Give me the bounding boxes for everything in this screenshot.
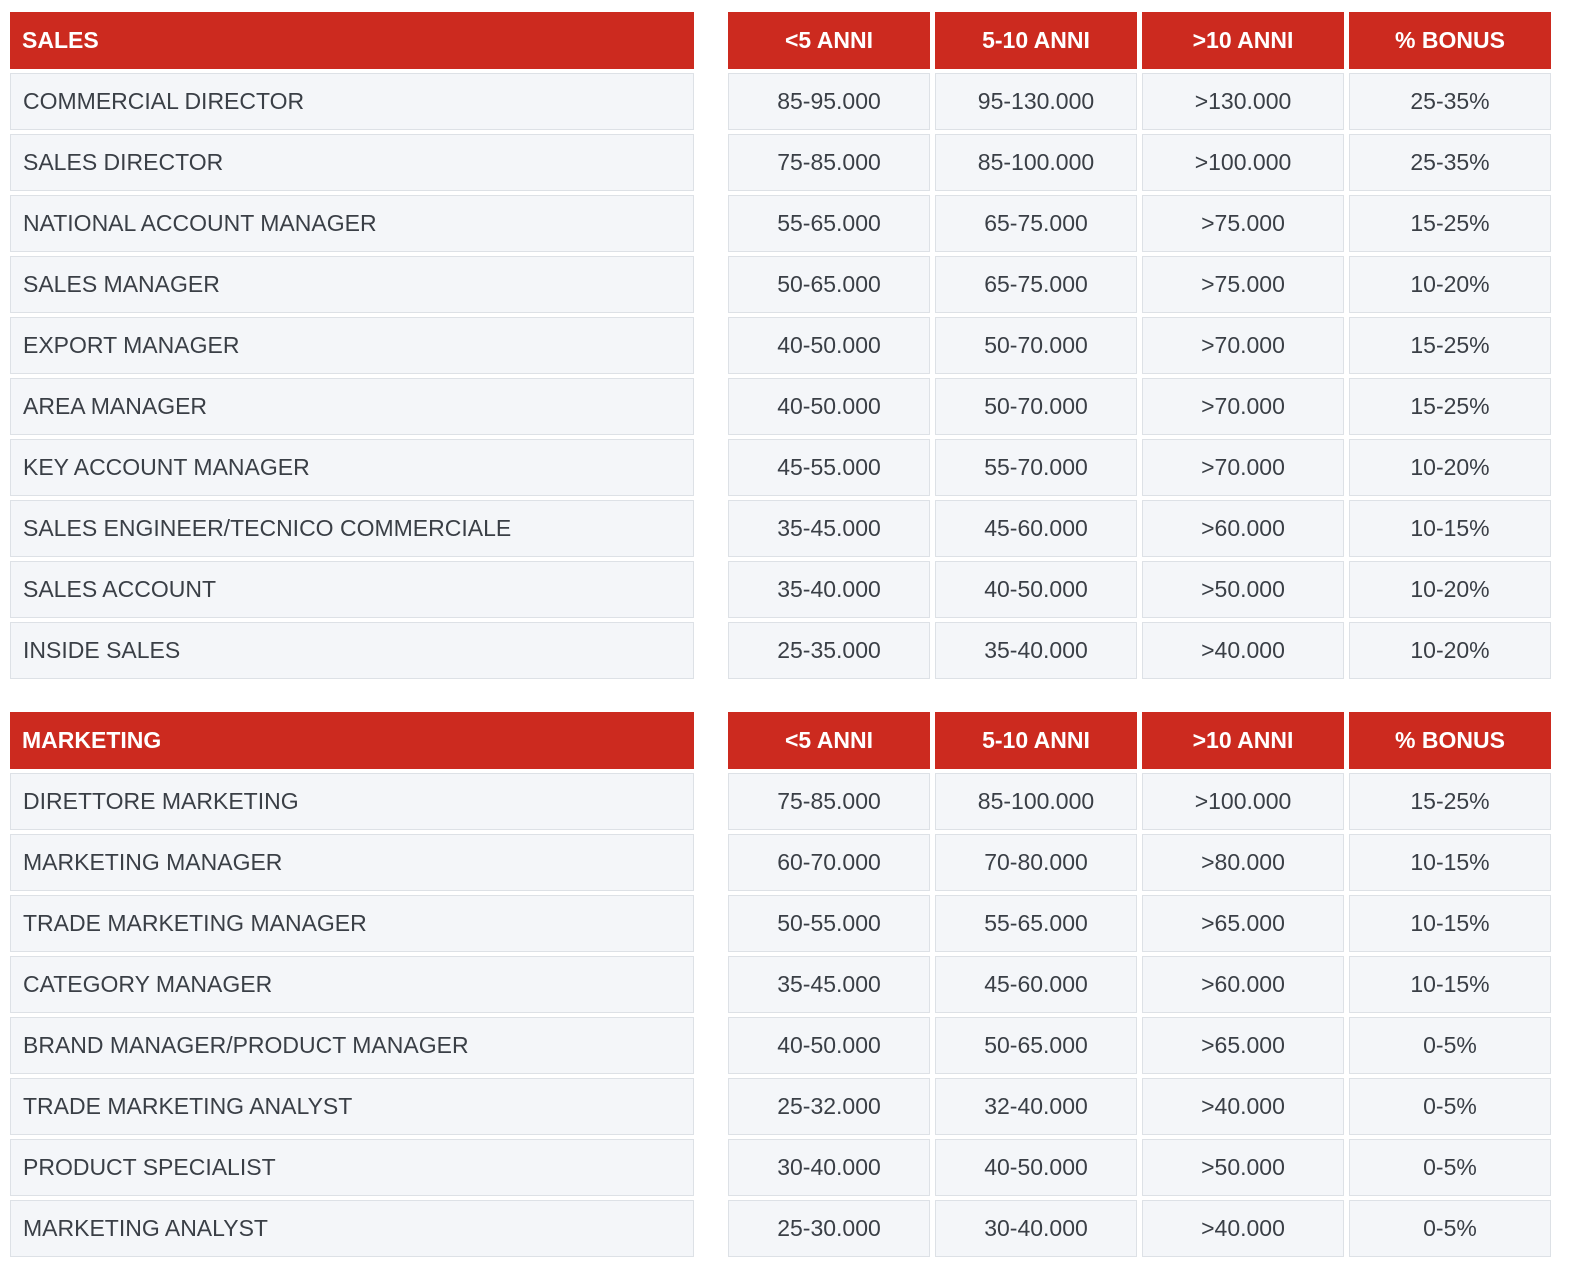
role-cell: COMMERCIAL DIRECTOR	[10, 73, 694, 130]
role-cell: SALES ACCOUNT	[10, 561, 694, 618]
marketing-header-bonus: % BONUS	[1349, 712, 1551, 769]
range-lt5-cell: 25-32.000	[728, 1078, 930, 1135]
range-5to10-cell: 85-100.000	[935, 134, 1137, 191]
range-gt10-cell: >75.000	[1142, 256, 1344, 313]
table-row	[10, 134, 1554, 191]
bonus-cell: 0-5%	[1349, 1078, 1551, 1135]
table-row	[10, 956, 1554, 1013]
bonus-cell: 25-35%	[1349, 134, 1551, 191]
range-lt5-cell: 40-50.000	[728, 1017, 930, 1074]
table-row	[10, 1200, 1554, 1257]
table-row	[10, 500, 1554, 557]
range-gt10-cell: >40.000	[1142, 622, 1344, 679]
sales-header-lt5: <5 ANNI	[728, 12, 930, 69]
range-gt10-cell: >100.000	[1142, 134, 1344, 191]
table-row	[10, 561, 1554, 618]
role-cell: TRADE MARKETING MANAGER	[10, 895, 694, 952]
range-5to10-cell: 65-75.000	[935, 256, 1137, 313]
bonus-cell: 10-15%	[1349, 500, 1551, 557]
range-lt5-cell: 60-70.000	[728, 834, 930, 891]
role-cell: DIRETTORE MARKETING	[10, 773, 694, 830]
range-lt5-cell: 40-50.000	[728, 317, 930, 374]
role-cell: SALES DIRECTOR	[10, 134, 694, 191]
table-row	[10, 439, 1554, 496]
range-gt10-cell: >50.000	[1142, 1139, 1344, 1196]
range-gt10-cell: >80.000	[1142, 834, 1344, 891]
table-row	[10, 73, 1554, 130]
role-cell: MARKETING MANAGER	[10, 834, 694, 891]
range-gt10-cell: >70.000	[1142, 439, 1344, 496]
range-lt5-cell: 25-35.000	[728, 622, 930, 679]
bonus-cell: 10-15%	[1349, 956, 1551, 1013]
range-gt10-cell: >40.000	[1142, 1200, 1344, 1257]
range-gt10-cell: >75.000	[1142, 195, 1344, 252]
marketing-header-5to10: 5-10 ANNI	[935, 712, 1137, 769]
role-cell: SALES ENGINEER/TECNICO COMMERCIALE	[10, 500, 694, 557]
bonus-cell: 10-15%	[1349, 834, 1551, 891]
bonus-cell: 0-5%	[1349, 1200, 1551, 1257]
range-lt5-cell: 50-65.000	[728, 256, 930, 313]
range-5to10-cell: 50-70.000	[935, 378, 1137, 435]
range-gt10-cell: >70.000	[1142, 378, 1344, 435]
bonus-cell: 25-35%	[1349, 73, 1551, 130]
table-row	[10, 622, 1554, 679]
range-lt5-cell: 40-50.000	[728, 378, 930, 435]
range-lt5-cell: 35-45.000	[728, 500, 930, 557]
table-row	[10, 834, 1554, 891]
role-cell: NATIONAL ACCOUNT MANAGER	[10, 195, 694, 252]
range-lt5-cell: 30-40.000	[728, 1139, 930, 1196]
range-5to10-cell: 35-40.000	[935, 622, 1137, 679]
bonus-cell: 15-25%	[1349, 378, 1551, 435]
range-gt10-cell: >60.000	[1142, 500, 1344, 557]
range-gt10-cell: >50.000	[1142, 561, 1344, 618]
range-lt5-cell: 55-65.000	[728, 195, 930, 252]
range-lt5-cell: 50-55.000	[728, 895, 930, 952]
sales-header-bonus: % BONUS	[1349, 12, 1551, 69]
range-5to10-cell: 95-130.000	[935, 73, 1137, 130]
range-5to10-cell: 55-70.000	[935, 439, 1137, 496]
role-cell: CATEGORY MANAGER	[10, 956, 694, 1013]
table-row	[10, 773, 1554, 830]
range-lt5-cell: 75-85.000	[728, 134, 930, 191]
table-row	[10, 1017, 1554, 1074]
marketing-header-row	[10, 712, 1554, 769]
range-lt5-cell: 75-85.000	[728, 773, 930, 830]
range-5to10-cell: 30-40.000	[935, 1200, 1137, 1257]
table-row	[10, 895, 1554, 952]
sales-header-row	[10, 12, 1554, 69]
range-5to10-cell: 65-75.000	[935, 195, 1137, 252]
bonus-cell: 10-20%	[1349, 561, 1551, 618]
range-5to10-cell: 45-60.000	[935, 956, 1137, 1013]
range-5to10-cell: 40-50.000	[935, 561, 1137, 618]
table-row	[10, 378, 1554, 435]
role-cell: BRAND MANAGER/PRODUCT MANAGER	[10, 1017, 694, 1074]
range-gt10-cell: >70.000	[1142, 317, 1344, 374]
role-cell: SALES MANAGER	[10, 256, 694, 313]
range-lt5-cell: 85-95.000	[728, 73, 930, 130]
table-row	[10, 256, 1554, 313]
sales-header-title: SALES	[10, 12, 694, 69]
bonus-cell: 10-15%	[1349, 895, 1551, 952]
table-row	[10, 1139, 1554, 1196]
bonus-cell: 10-20%	[1349, 622, 1551, 679]
sales-table-body	[10, 73, 1554, 679]
role-cell: AREA MANAGER	[10, 378, 694, 435]
bonus-cell: 10-20%	[1349, 256, 1551, 313]
sales-header-gt10: >10 ANNI	[1142, 12, 1344, 69]
range-5to10-cell: 32-40.000	[935, 1078, 1137, 1135]
bonus-cell: 15-25%	[1349, 317, 1551, 374]
range-lt5-cell: 35-45.000	[728, 956, 930, 1013]
range-gt10-cell: >65.000	[1142, 895, 1344, 952]
range-gt10-cell: >130.000	[1142, 73, 1344, 130]
range-5to10-cell: 85-100.000	[935, 773, 1137, 830]
range-5to10-cell: 70-80.000	[935, 834, 1137, 891]
sales-header-5to10: 5-10 ANNI	[935, 12, 1137, 69]
marketing-table-body	[10, 773, 1554, 1257]
role-cell: EXPORT MANAGER	[10, 317, 694, 374]
range-lt5-cell: 35-40.000	[728, 561, 930, 618]
table-row	[10, 1078, 1554, 1135]
bonus-cell: 15-25%	[1349, 195, 1551, 252]
bonus-cell: 0-5%	[1349, 1139, 1551, 1196]
marketing-table	[10, 712, 1554, 1261]
bonus-cell: 0-5%	[1349, 1017, 1551, 1074]
range-gt10-cell: >100.000	[1142, 773, 1344, 830]
role-cell: MARKETING ANALYST	[10, 1200, 694, 1257]
role-cell: KEY ACCOUNT MANAGER	[10, 439, 694, 496]
marketing-header-gt10: >10 ANNI	[1142, 712, 1344, 769]
range-lt5-cell: 45-55.000	[728, 439, 930, 496]
bonus-cell: 15-25%	[1349, 773, 1551, 830]
range-5to10-cell: 50-65.000	[935, 1017, 1137, 1074]
role-cell: TRADE MARKETING ANALYST	[10, 1078, 694, 1135]
role-cell: PRODUCT SPECIALIST	[10, 1139, 694, 1196]
range-gt10-cell: >40.000	[1142, 1078, 1344, 1135]
range-5to10-cell: 40-50.000	[935, 1139, 1137, 1196]
sales-table	[10, 12, 1554, 683]
role-cell: INSIDE SALES	[10, 622, 694, 679]
range-lt5-cell: 25-30.000	[728, 1200, 930, 1257]
marketing-header-lt5: <5 ANNI	[728, 712, 930, 769]
range-gt10-cell: >60.000	[1142, 956, 1344, 1013]
bonus-cell: 10-20%	[1349, 439, 1551, 496]
range-5to10-cell: 55-65.000	[935, 895, 1137, 952]
range-5to10-cell: 45-60.000	[935, 500, 1137, 557]
table-row	[10, 317, 1554, 374]
range-5to10-cell: 50-70.000	[935, 317, 1137, 374]
range-gt10-cell: >65.000	[1142, 1017, 1344, 1074]
marketing-header-title: MARKETING	[10, 712, 694, 769]
table-row	[10, 195, 1554, 252]
